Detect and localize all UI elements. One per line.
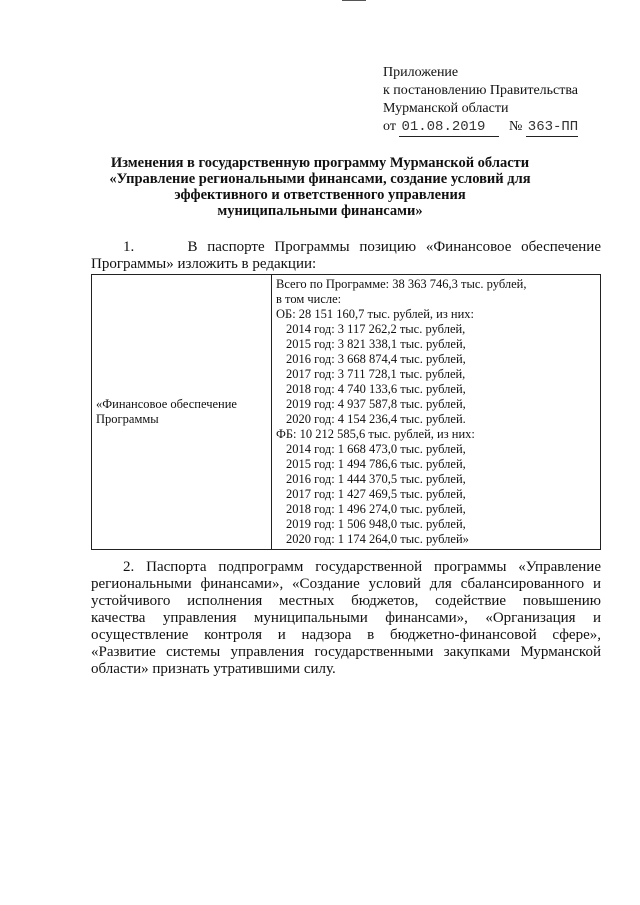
title-line: муниципальными финансами» <box>217 203 423 219</box>
date-prefix: от <box>383 119 396 134</box>
financing-row: Всего по Программе: 38 363 746,3 тыс. рублей, <box>276 277 527 291</box>
financing-values-cell <box>272 275 601 550</box>
appendix-date-line <box>383 118 578 137</box>
financing-row: 2016 год: 1 444 370,5 тыс. рублей, <box>286 472 466 486</box>
appendix-line: Мурманской области <box>383 101 509 116</box>
financing-row: в том числе: <box>276 292 342 306</box>
financing-row: 2015 год: 3 821 338,1 тыс. рублей, <box>286 337 466 351</box>
financing-row: 2016 год: 3 668 874,4 тыс. рублей, <box>286 352 466 366</box>
item-2-line: качества управления муниципальными финансами», «Организация и <box>91 610 601 626</box>
item-1-line <box>91 239 601 256</box>
item-2-paragraph <box>91 559 601 678</box>
item-2-line: «Развитие системы управления государственными закупками Мурманской <box>91 644 601 660</box>
resolution-date: 01.08.2019 <box>399 118 499 137</box>
financing-row: 2019 год: 4 937 587,8 тыс. рублей, <box>286 397 466 411</box>
item-1-text: В паспорте Программы позицию «Финансовое обеспечение <box>187 239 601 255</box>
resolution-number: 363-ПП <box>527 119 579 135</box>
financing-label-cell <box>92 275 272 550</box>
title-line: Изменения в государственную программу Мурманской области <box>110 155 530 171</box>
item-2-line: области» признать утратившими силу. <box>91 661 336 677</box>
appendix-block <box>383 64 578 137</box>
financing-table <box>91 274 601 550</box>
item-2-line: региональными финансами», «Создание условий для сбалансированного и <box>91 576 601 592</box>
financing-row: ОБ: 28 151 160,7 тыс. рублей, из них: <box>276 307 475 321</box>
appendix-line: к постановлению Правительства <box>383 83 579 98</box>
financing-row: 2017 год: 1 427 469,5 тыс. рублей, <box>286 487 466 501</box>
financing-row: 2014 год: 3 117 262,2 тыс. рублей, <box>286 322 466 336</box>
financing-row: 2017 год: 3 711 728,1 тыс. рублей, <box>286 367 466 381</box>
financing-label: Программы <box>96 412 159 426</box>
appendix-line: Приложение <box>383 65 459 80</box>
item-1-number: 1. <box>123 239 135 255</box>
financing-row: ФБ: 10 212 585,6 тыс. рублей, из них: <box>276 427 475 441</box>
item-2-line: устойчивого исполнения местных бюджетов, содействие повышению <box>91 593 601 609</box>
document-title <box>85 155 555 219</box>
financing-row: 2019 год: 1 506 948,0 тыс. рублей, <box>286 517 466 531</box>
financing-row: 2018 год: 4 740 133,6 тыс. рублей, <box>286 382 466 396</box>
scan-mark <box>342 0 366 1</box>
financing-row: 2020 год: 4 154 236,4 тыс. рублей. <box>286 412 466 426</box>
number-prefix: № <box>508 119 523 134</box>
financing-label: «Финансовое обеспечение <box>96 397 237 411</box>
financing-row: 2020 год: 1 174 264,0 тыс. рублей» <box>286 532 469 546</box>
table-row <box>92 275 601 550</box>
item-1-paragraph <box>91 239 601 273</box>
item-2-line: осуществление контроля и надзора в бюджетно-финансовой сфере», <box>91 627 601 643</box>
title-line: «Управление региональными финансами, создание условий для <box>109 171 531 187</box>
item-2-line: 2. Паспорта подпрограмм государственной программы «Управление <box>123 559 601 575</box>
financing-row: 2018 год: 1 496 274,0 тыс. рублей, <box>286 502 466 516</box>
item-1-line: Программы» изложить в редакции: <box>91 256 317 272</box>
financing-row: 2015 год: 1 494 786,6 тыс. рублей, <box>286 457 466 471</box>
financing-row: 2014 год: 1 668 473,0 тыс. рублей, <box>286 442 466 456</box>
title-line: эффективного и ответственного управления <box>174 187 466 203</box>
